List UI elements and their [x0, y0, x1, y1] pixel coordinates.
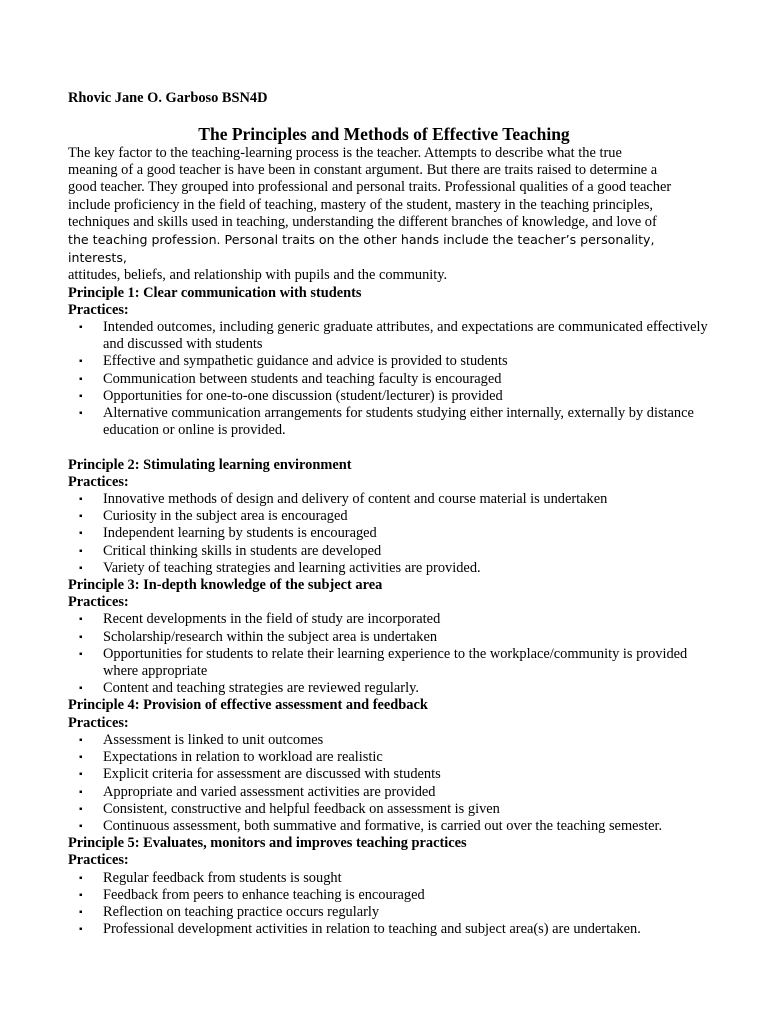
- practice-text: Content and teaching strategies are reviewed regularly.: [103, 680, 419, 697]
- principle-1-section: [68, 285, 708, 440]
- list-item: [68, 646, 708, 680]
- practices-label: Practices:: [68, 714, 129, 731]
- principle-5-heading: Principle 5: Evaluates, monitors and improves teaching practices: [68, 835, 467, 852]
- practice-text: Recent developments in the field of study are incorporated: [103, 611, 441, 628]
- list-item: [68, 904, 708, 921]
- bullet-icon: ▪: [79, 648, 83, 660]
- principle-1-heading: Principle 1: Clear communication with students: [68, 284, 362, 301]
- intro-tail-text: the teaching profession. Personal traits on the other hands include the teacher’s personality, interests,: [68, 232, 655, 266]
- list-item: [68, 560, 708, 577]
- list-item: [68, 629, 708, 646]
- bullet-icon: ▪: [79, 528, 83, 540]
- principle-2-practices-list: [68, 491, 708, 577]
- practices-label: Practices:: [68, 473, 129, 490]
- practices-label: Practices:: [68, 301, 129, 318]
- intro-end-text: attitudes, beliefs, and relationship with pupils and the community.: [68, 267, 448, 284]
- list-item: [68, 870, 708, 887]
- bullet-icon: ▪: [79, 786, 83, 798]
- bullet-icon: ▪: [79, 924, 83, 936]
- bullet-icon: ▪: [79, 562, 83, 574]
- practice-text: Expectations in relation to workload are realistic: [103, 749, 383, 766]
- practices-label: Practices:: [68, 852, 129, 869]
- bullet-icon: ▪: [79, 511, 83, 523]
- intro-paragraph: [68, 145, 708, 285]
- bullet-icon: ▪: [79, 734, 83, 746]
- bullet-icon: ▪: [79, 614, 83, 626]
- practice-text: Feedback from peers to enhance teaching is encouraged: [103, 886, 425, 903]
- list-item: [68, 921, 708, 938]
- bullet-icon: ▪: [79, 683, 83, 695]
- principle-4-heading: Principle 4: Provision of effective assessment and feedback: [68, 697, 428, 714]
- list-item: [68, 766, 708, 783]
- document-title: The Principles and Methods of Effective Teaching: [198, 124, 570, 144]
- practice-text: Intended outcomes, including generic graduate attributes, and expectations are communicated effectively and discussed with students: [103, 319, 708, 353]
- principle-5-practices-list: [68, 870, 708, 939]
- list-item: [68, 732, 708, 749]
- practice-text: Reflection on teaching practice occurs regularly: [103, 903, 380, 920]
- practice-text: Appropriate and varied assessment activities are provided: [103, 783, 436, 800]
- practice-text: Explicit criteria for assessment are discussed with students: [103, 766, 441, 783]
- bullet-icon: ▪: [79, 373, 83, 385]
- document-body: [68, 145, 708, 938]
- practice-text: Professional development activities in relation to teaching and subject area(s) are undertaken.: [103, 921, 641, 938]
- bullet-icon: ▪: [79, 752, 83, 764]
- practice-text: Independent learning by students is encouraged: [103, 525, 377, 542]
- list-item: [68, 405, 708, 439]
- list-item: [68, 525, 708, 542]
- bullet-icon: ▪: [79, 889, 83, 901]
- section-spacer: [68, 439, 708, 456]
- bullet-icon: ▪: [79, 906, 83, 918]
- bullet-icon: ▪: [79, 631, 83, 643]
- practice-text: Innovative methods of design and delivery of content and course material is undertaken: [103, 491, 608, 508]
- principle-1-practices-list: [68, 319, 708, 439]
- bullet-icon: ▪: [79, 322, 83, 334]
- bullet-icon: ▪: [79, 803, 83, 815]
- list-item: [68, 491, 708, 508]
- bullet-icon: ▪: [79, 872, 83, 884]
- bullet-icon: ▪: [79, 390, 83, 402]
- principle-3-section: [68, 577, 708, 697]
- practice-text: Effective and sympathetic guidance and advice is provided to students: [103, 353, 508, 370]
- list-item: [68, 784, 708, 801]
- list-item: [68, 319, 708, 353]
- principle-5-section: [68, 835, 708, 938]
- practice-text: Consistent, constructive and helpful feedback on assessment is given: [103, 800, 500, 817]
- list-item: [68, 611, 708, 628]
- list-item: [68, 543, 708, 560]
- practice-text: Opportunities for one-to-one discussion (student/lecturer) is provided: [103, 387, 503, 404]
- author-line: Rhovic Jane O. Garboso BSN4D: [68, 90, 268, 106]
- principle-2-heading: Principle 2: Stimulating learning environment: [68, 456, 352, 473]
- practice-text: Communication between students and teaching faculty is encouraged: [103, 370, 502, 387]
- bullet-icon: ▪: [79, 494, 83, 506]
- bullet-icon: ▪: [79, 820, 83, 832]
- practice-text: Assessment is linked to unit outcomes: [103, 731, 324, 748]
- principle-3-practices-list: [68, 611, 708, 697]
- principle-4-section: [68, 697, 708, 835]
- bullet-icon: ▪: [79, 408, 83, 420]
- list-item: [68, 680, 708, 697]
- practice-text: Curiosity in the subject area is encouraged: [103, 508, 348, 525]
- list-item: [68, 801, 708, 818]
- list-item: [68, 818, 708, 835]
- list-item: [68, 749, 708, 766]
- list-item: [68, 371, 708, 388]
- practice-text: Alternative communication arrangements for students studying either internally, externally by distance education or online is provided.: [103, 405, 694, 439]
- practice-text: Scholarship/research within the subject area is undertaken: [103, 628, 438, 645]
- practices-label: Practices:: [68, 594, 129, 611]
- list-item: [68, 887, 708, 904]
- bullet-icon: ▪: [79, 356, 83, 368]
- practice-text: Regular feedback from students is sought: [103, 869, 342, 886]
- practice-text: Opportunities for students to relate their learning experience to the workplace/community is provided where appropriate: [103, 645, 688, 680]
- list-item: [68, 508, 708, 525]
- practice-text: Critical thinking skills in students are developed: [103, 542, 382, 559]
- intro-main-text: The key factor to the teaching-learning process is the teacher. Attempts to describe what the true meaning of a good teacher is have been in constant argument. But there are traits raised to determine a good teacher. They grouped into professional and personal traits. Professional qualities of a good teacher include proficiency in the field of teaching, mastery of the student, mastery in the teaching principles, techniques and skills used in teaching, understanding the different branches of knowledge, and love of: [68, 145, 672, 230]
- principle-2-section: [68, 457, 708, 577]
- bullet-icon: ▪: [79, 545, 83, 557]
- list-item: [68, 353, 708, 370]
- principle-4-practices-list: [68, 732, 708, 835]
- principle-3-heading: Principle 3: In-depth knowledge of the subject area: [68, 577, 383, 594]
- practice-text: Variety of teaching strategies and learning activities are provided.: [103, 559, 481, 576]
- list-item: [68, 388, 708, 405]
- practice-text: Continuous assessment, both summative and formative, is carried out over the teaching semester.: [103, 817, 663, 834]
- bullet-icon: ▪: [79, 769, 83, 781]
